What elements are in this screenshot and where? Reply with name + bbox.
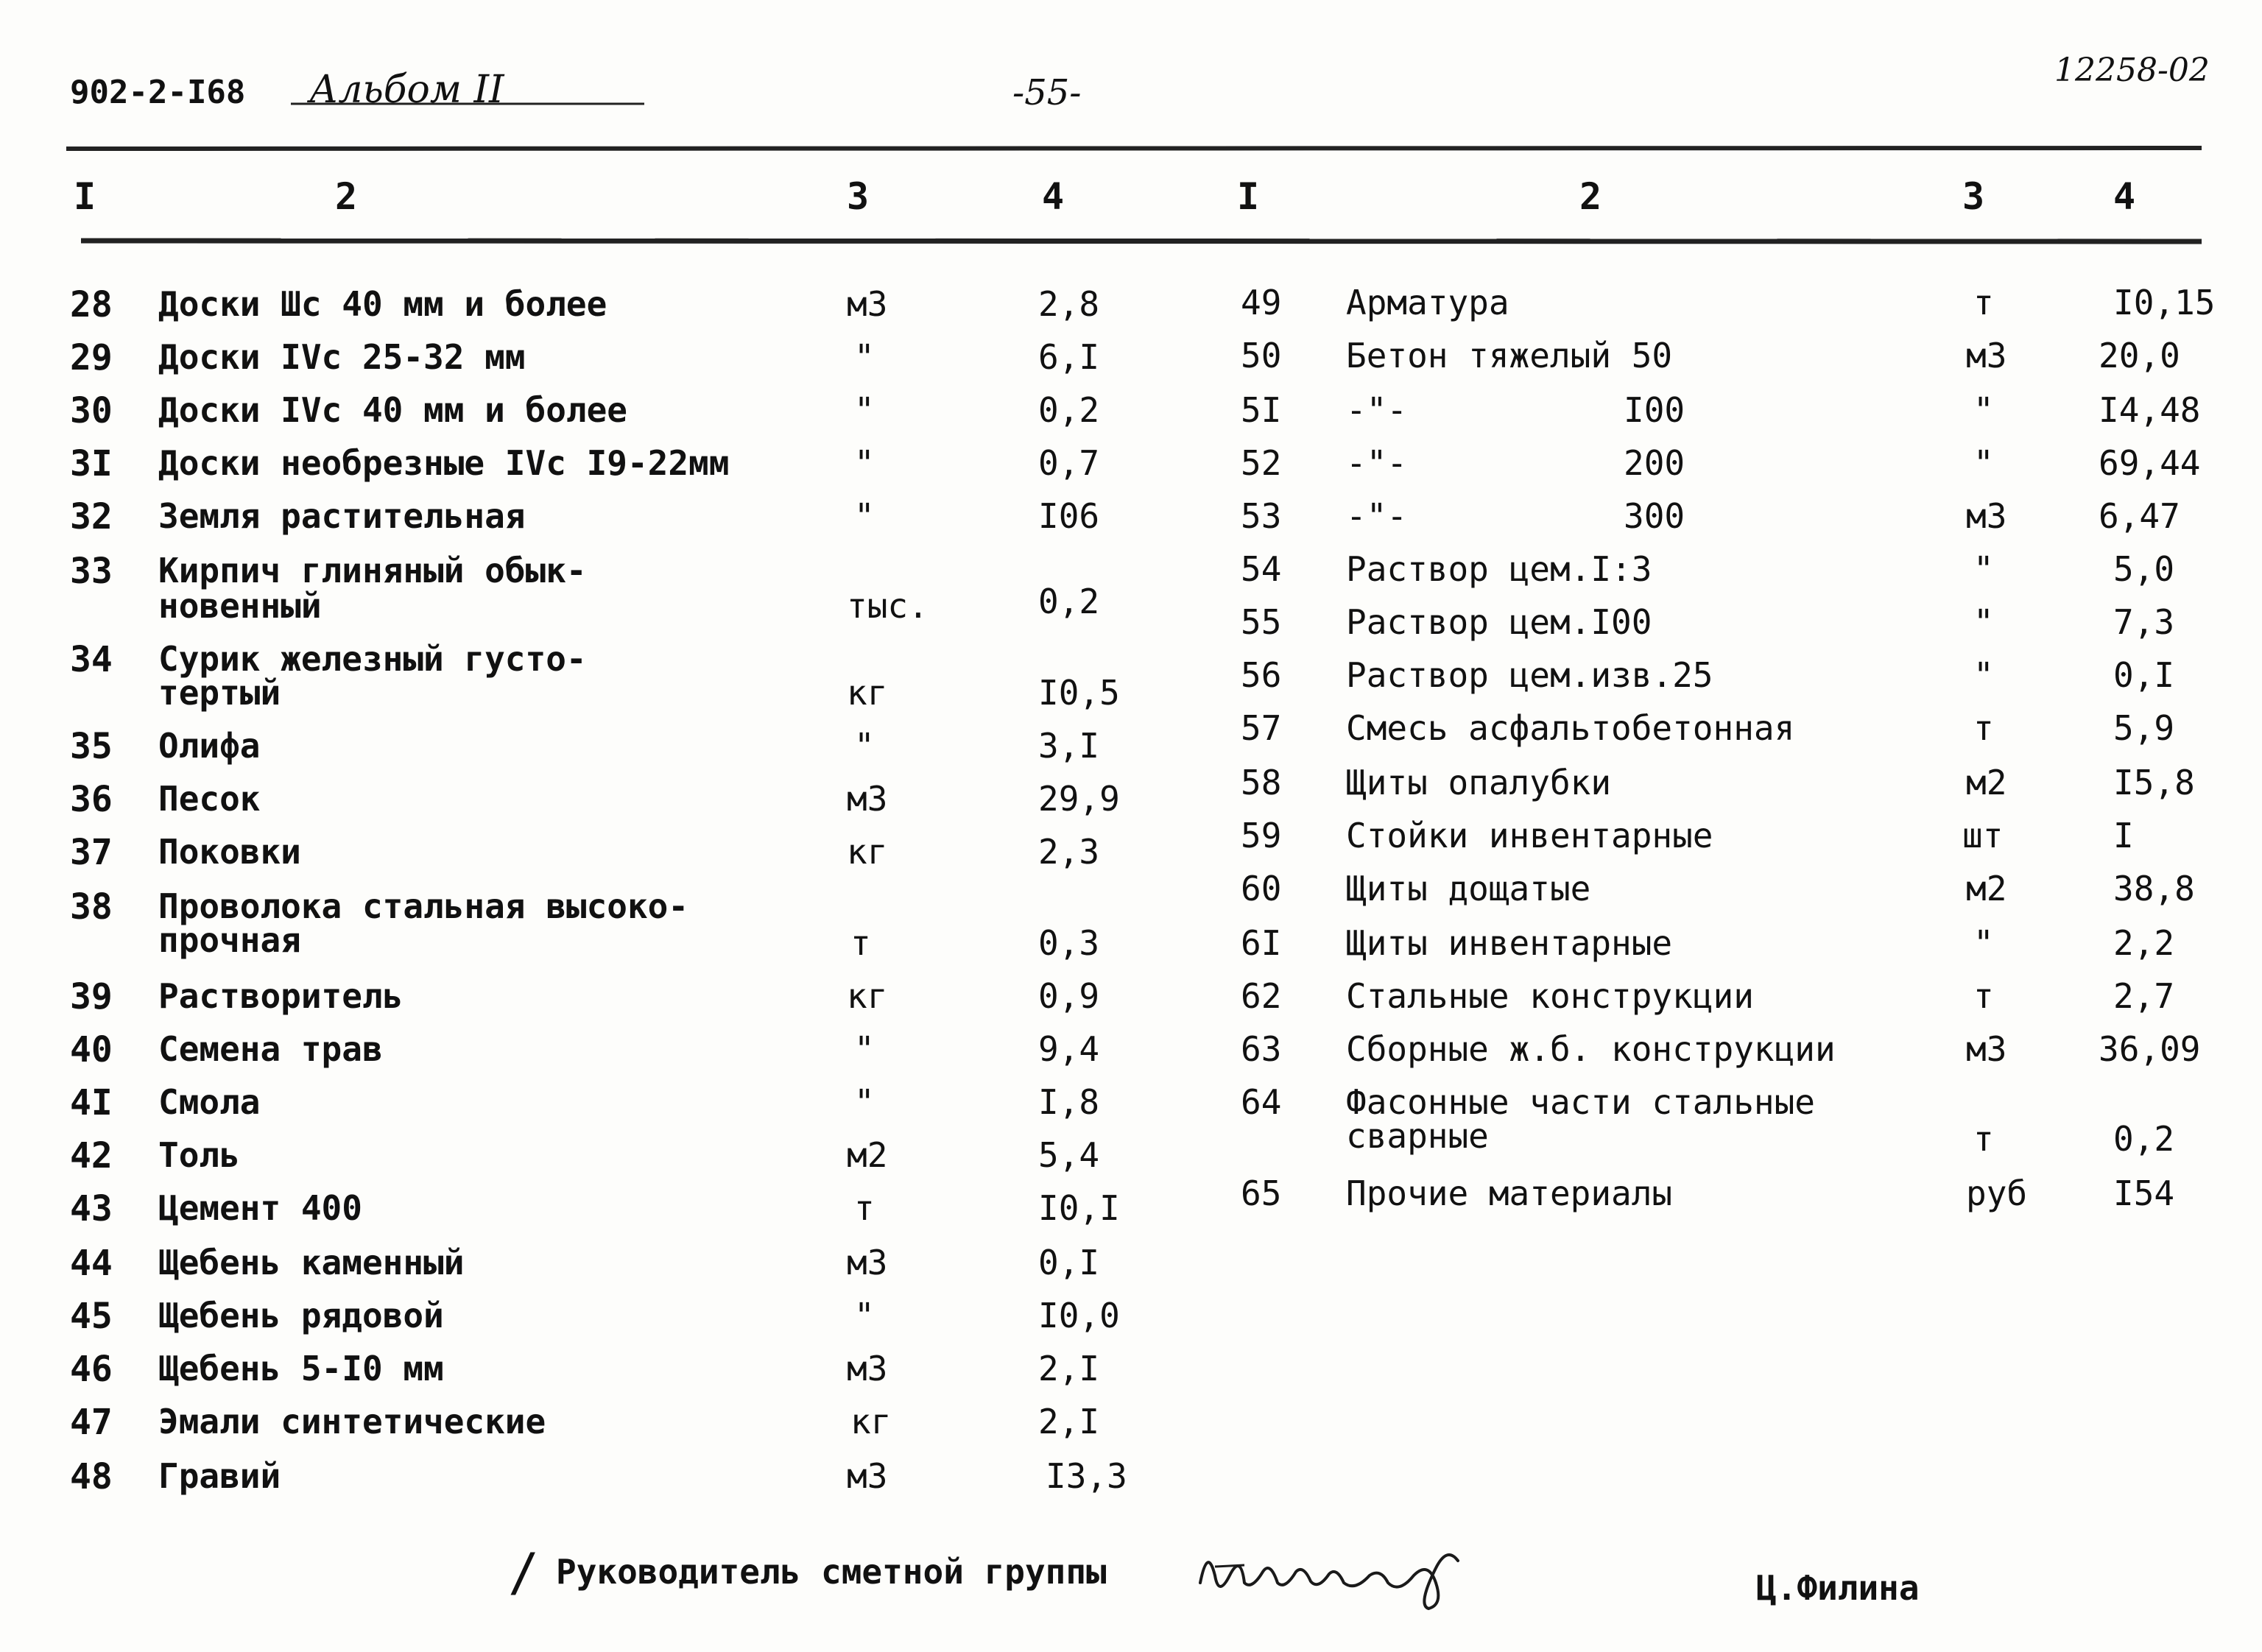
unit: м3 [1966,496,2007,536]
quantity: I0,5 [1038,673,1120,713]
row-number: 52 [1241,443,1282,483]
quantity: I0,0 [1038,1296,1120,1335]
unit: " [1973,602,1994,642]
grade: I00 [1624,390,1685,430]
material-name: -"- [1346,496,1408,536]
document-code: 902-2-I68 [70,74,246,111]
unit: м3 [847,1349,888,1388]
quantity: 29,9 [1038,779,1120,819]
quantity: 2,8 [1038,284,1100,324]
unit: м2 [847,1135,888,1175]
material-name: Олифа [158,726,261,766]
unit: " [1973,390,1994,430]
row-number: 29 [70,337,113,378]
unit: м3 [847,1456,888,1496]
material-name: Стальные конструкции [1346,976,1754,1016]
row-number: 56 [1241,655,1282,695]
row-number: 49 [1241,283,1282,322]
quantity: 0,9 [1038,976,1100,1016]
row-number: 32 [70,496,113,537]
material-name: Растворитель [158,976,404,1016]
quantity: I06 [1038,496,1100,536]
quantity: 6,47 [2099,496,2180,536]
material-name: Фасонные части стальные [1346,1082,1815,1122]
unit: " [1973,655,1994,695]
unit: " [854,1296,875,1335]
top-rule [66,144,2202,154]
unit: т [1973,708,1994,748]
material-name: Щебень каменный [158,1243,465,1282]
material-name: Смола [158,1082,261,1122]
unit: руб [1966,1173,2028,1213]
unit: " [1973,923,1994,963]
material-name: Поковки [158,832,301,872]
row-number: 50 [1241,336,1282,375]
quantity: 2,3 [1038,832,1100,872]
row-number: 59 [1241,816,1282,855]
unit: т [1973,1119,1994,1159]
material-name: Раствор цем.I00 [1346,602,1652,642]
quantity: 7,3 [2113,602,2175,642]
material-name: Земля растительная [158,496,526,536]
row-number: 58 [1241,763,1282,802]
unit: м2 [1966,763,2007,802]
row-number: 53 [1241,496,1282,536]
unit: кг [847,673,888,713]
unit: м3 [1966,1029,2007,1069]
signatory-name: Ц.Филина [1756,1568,1920,1608]
row-number: 43 [70,1188,113,1229]
row-number: 34 [70,639,113,680]
unit: м3 [847,779,888,819]
row-number: 38 [70,886,113,928]
header-rule [81,236,2202,246]
row-number: 57 [1241,708,1282,748]
row-number: 65 [1241,1173,1282,1213]
material-name: Доски IVс 25-32 мм [158,337,526,377]
material-name: Доски необрезные IVс I9-22мм [158,443,730,483]
material-name: Прочие материалы [1346,1173,1673,1213]
material-name: Доски IVс 40 мм и более [158,390,627,430]
col-head-right-1: I [1237,175,1260,218]
row-number: 36 [70,779,113,820]
material-name-cont: тертый [158,673,281,713]
unit: " [854,1082,875,1122]
material-name-cont: сварные [1346,1116,1489,1156]
signature-label: Руководитель сметной группы [556,1552,1107,1592]
row-number: 39 [70,976,113,1017]
quantity: I5,8 [2113,763,2195,802]
unit: " [854,496,875,536]
unit: т [850,923,871,963]
quantity: 2,2 [2113,923,2175,963]
unit: " [854,443,875,483]
quantity: 2,I [1038,1349,1100,1388]
unit: тыс. [847,586,929,626]
material-name: Щиты дощатые [1346,869,1591,908]
col-head-left-1: I [74,175,96,218]
material-name: -"- [1346,443,1408,483]
grade: 300 [1624,496,1685,536]
grade: 200 [1624,443,1685,483]
quantity: 0,7 [1038,443,1100,483]
row-number: 37 [70,832,113,873]
material-name: Сурик железный густо- [158,639,587,679]
unit: шт [1962,816,2004,855]
quantity: 3,I [1038,726,1100,766]
unit: м3 [1966,336,2007,375]
quantity: 6,I [1038,337,1100,377]
material-name-cont: прочная [158,920,301,960]
quantity: 2,I [1038,1402,1100,1441]
material-name: Раствор цем.изв.25 [1346,655,1713,695]
quantity: 2,7 [2113,976,2175,1016]
unit: кг [847,976,888,1016]
material-name: Раствор цем.I:3 [1346,549,1652,589]
album-underline [291,102,644,106]
quantity: 38,8 [2113,869,2195,908]
row-number: 42 [70,1135,113,1176]
row-number: 35 [70,726,113,767]
col-head-right-2: 2 [1579,175,1602,218]
material-name: Стойки инвентарные [1346,816,1713,855]
material-name: Щебень 5-I0 мм [158,1349,444,1388]
unit: " [854,337,875,377]
quantity: I0,I [1038,1188,1120,1228]
material-name: Щебень рядовой [158,1296,444,1335]
material-name: Арматура [1346,283,1509,322]
row-number: 62 [1241,976,1282,1016]
quantity: 5,9 [2113,708,2175,748]
quantity: 0,I [1038,1243,1100,1282]
material-name: Толь [158,1135,240,1175]
col-head-left-3: 3 [847,175,870,218]
unit: кг [847,832,888,872]
unit: " [854,390,875,430]
slash-mark: / [508,1542,540,1603]
row-number: 47 [70,1402,113,1443]
material-name: Эмали синтетические [158,1402,546,1441]
row-number: 55 [1241,602,1282,642]
row-number: 54 [1241,549,1282,589]
unit: " [854,1029,875,1069]
col-head-right-3: 3 [1962,175,1985,218]
quantity: 5,0 [2113,549,2175,589]
unit: " [1973,549,1994,589]
row-number: 48 [70,1456,113,1497]
quantity: 0,2 [1038,390,1100,430]
row-number: 6I [1241,923,1282,963]
row-number: 28 [70,284,113,325]
page-number: -55- [1012,72,1082,113]
row-number: 64 [1241,1082,1282,1122]
row-number: 3I [70,443,113,484]
row-number: 60 [1241,869,1282,908]
quantity: 0,I [2113,655,2175,695]
quantity: I3,3 [1046,1456,1127,1496]
material-name: -"- [1346,390,1408,430]
quantity: 0,2 [2113,1119,2175,1159]
row-number: 4I [70,1082,113,1123]
material-name: Щиты опалубки [1346,763,1612,802]
quantity: 0,2 [1038,582,1100,621]
material-name: Сборные ж.б. конструкции [1346,1029,1836,1069]
quantity: 36,09 [2099,1029,2201,1069]
unit: " [1973,443,1994,483]
material-name: Кирпич глиняный обык- [158,551,587,590]
unit: м3 [847,284,888,324]
row-number: 46 [70,1349,113,1390]
quantity: 0,3 [1038,923,1100,963]
row-number: 30 [70,390,113,431]
material-name: Бетон тяжелый 50 [1346,336,1673,375]
col-head-left-2: 2 [335,175,358,218]
row-number: 40 [70,1029,113,1070]
quantity: I [2113,816,2134,855]
material-name: Доски Шс 40 мм и более [158,284,607,324]
quantity: 9,4 [1038,1029,1100,1069]
handwritten-signature [1193,1531,1517,1612]
material-name: Гравий [158,1456,281,1496]
unit: т [1973,283,1994,322]
quantity: I0,15 [2113,283,2216,322]
unit: м2 [1966,869,2007,908]
unit: " [854,726,875,766]
row-number: 63 [1241,1029,1282,1069]
material-name-cont: новенный [158,586,322,626]
material-name: Щиты инвентарные [1346,923,1673,963]
material-name: Цемент 400 [158,1188,362,1228]
inventory-number: 12258-02 [2054,52,2210,89]
album-label: Альбом II [309,68,504,112]
quantity: I4,48 [2099,390,2201,430]
material-name: Семена трав [158,1029,383,1069]
unit: т [1973,976,1994,1016]
quantity: I,8 [1038,1082,1100,1122]
row-number: 44 [70,1243,113,1284]
material-name: Проволока стальная высоко- [158,886,689,926]
col-head-right-4: 4 [2113,175,2136,218]
unit: м3 [847,1243,888,1282]
quantity: 5,4 [1038,1135,1100,1175]
unit: кг [850,1402,892,1441]
col-head-left-4: 4 [1042,175,1065,218]
material-name: Песок [158,779,261,819]
material-name: Смесь асфальтобетонная [1346,708,1795,748]
unit: т [854,1188,875,1228]
row-number: 5I [1241,390,1282,430]
quantity: 20,0 [2099,336,2180,375]
quantity: I54 [2113,1173,2175,1213]
quantity: 69,44 [2099,443,2201,483]
row-number: 33 [70,551,113,592]
row-number: 45 [70,1296,113,1337]
